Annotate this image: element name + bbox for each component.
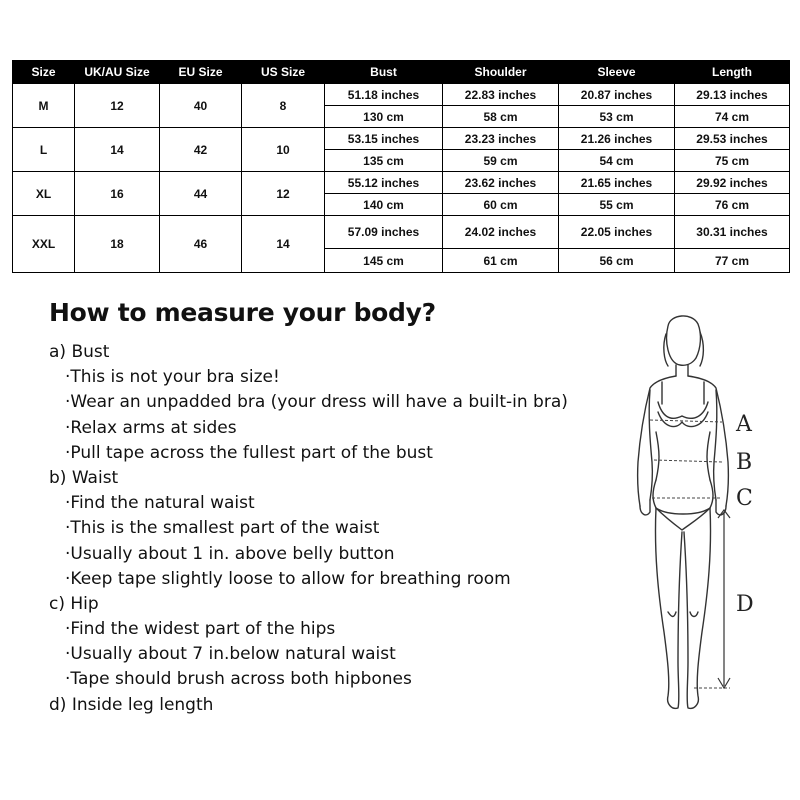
table-header-row bbox=[13, 61, 790, 84]
cell-eu: 44 bbox=[160, 172, 242, 216]
cell-bust-inches: 57.09 inches bbox=[325, 216, 443, 249]
figure-label-b: B bbox=[736, 450, 753, 475]
table-row bbox=[13, 172, 790, 194]
guide-tip: ·Pull tape across the fullest part of the bust bbox=[65, 442, 433, 463]
cell-us: 8 bbox=[242, 84, 325, 128]
figure-label-d: D bbox=[736, 592, 754, 617]
guide-tip: ·Usually about 7 in.below natural waist bbox=[65, 644, 396, 665]
table-body bbox=[13, 84, 790, 273]
cell-length-inches: 30.31 inches bbox=[675, 216, 790, 249]
cell-bust-cm: 145 cm bbox=[325, 249, 443, 273]
cell-sleeve-cm: 54 cm bbox=[559, 150, 675, 172]
header-eu-size: EU Size bbox=[160, 61, 242, 84]
table-row bbox=[13, 216, 790, 249]
guide-tip: ·Find the widest part of the hips bbox=[65, 619, 336, 640]
body-outline-illustration bbox=[610, 312, 780, 722]
figure-label-c: C bbox=[736, 486, 753, 511]
guide-tip: ·Relax arms at sides bbox=[65, 417, 237, 438]
figure-label-a: A bbox=[736, 412, 752, 437]
cell-bust-inches: 53.15 inches bbox=[325, 128, 443, 150]
guide-tip: ·Find the natural waist bbox=[65, 493, 255, 514]
cell-uk-au: 14 bbox=[75, 128, 160, 172]
cell-size: XXL bbox=[13, 216, 75, 273]
cell-shoulder-inches: 23.62 inches bbox=[443, 172, 559, 194]
section-heading-hip: c) Hip bbox=[49, 593, 99, 614]
cell-shoulder-inches: 23.23 inches bbox=[443, 128, 559, 150]
guide-tip: ·Wear an unpadded bra (your dress will have a built-in bra) bbox=[65, 392, 568, 413]
cell-shoulder-cm: 61 cm bbox=[443, 249, 559, 273]
cell-uk-au: 16 bbox=[75, 172, 160, 216]
cell-bust-inches: 51.18 inches bbox=[325, 84, 443, 106]
table-row bbox=[13, 84, 790, 106]
cell-us: 12 bbox=[242, 172, 325, 216]
cell-sleeve-inches: 22.05 inches bbox=[559, 216, 675, 249]
cell-sleeve-cm: 56 cm bbox=[559, 249, 675, 273]
table-row bbox=[13, 128, 790, 150]
cell-size: M bbox=[13, 84, 75, 128]
cell-sleeve-cm: 55 cm bbox=[559, 194, 675, 216]
cell-bust-cm: 135 cm bbox=[325, 150, 443, 172]
guide-tip: ·This is the smallest part of the waist bbox=[65, 518, 380, 539]
cell-length-cm: 75 cm bbox=[675, 150, 790, 172]
guide-tip: ·This is not your bra size! bbox=[65, 367, 280, 388]
header-shoulder: Shoulder bbox=[443, 61, 559, 84]
cell-us: 10 bbox=[242, 128, 325, 172]
section-heading-inside-leg: d) Inside leg length bbox=[49, 694, 214, 715]
cell-sleeve-inches: 20.87 inches bbox=[559, 84, 675, 106]
cell-eu: 40 bbox=[160, 84, 242, 128]
cell-shoulder-cm: 60 cm bbox=[443, 194, 559, 216]
cell-length-inches: 29.53 inches bbox=[675, 128, 790, 150]
cell-eu: 42 bbox=[160, 128, 242, 172]
cell-length-cm: 76 cm bbox=[675, 194, 790, 216]
cell-sleeve-inches: 21.65 inches bbox=[559, 172, 675, 194]
header-bust: Bust bbox=[325, 61, 443, 84]
header-us-size: US Size bbox=[242, 61, 325, 84]
measurement-guide bbox=[49, 340, 568, 718]
section-heading-bust: a) Bust bbox=[49, 342, 110, 362]
header-sleeve: Sleeve bbox=[559, 61, 675, 84]
guide-tip: ·Usually about 1 in. above belly button bbox=[65, 543, 395, 564]
body-measurement-figure bbox=[610, 312, 780, 722]
header-length: Length bbox=[675, 61, 790, 84]
cell-shoulder-inches: 24.02 inches bbox=[443, 216, 559, 249]
cell-bust-cm: 130 cm bbox=[325, 106, 443, 128]
size-chart-table bbox=[12, 60, 790, 273]
cell-length-inches: 29.13 inches bbox=[675, 84, 790, 106]
cell-shoulder-cm: 59 cm bbox=[443, 150, 559, 172]
cell-length-cm: 74 cm bbox=[675, 106, 790, 128]
cell-sleeve-cm: 53 cm bbox=[559, 106, 675, 128]
cell-shoulder-cm: 58 cm bbox=[443, 106, 559, 128]
cell-shoulder-inches: 22.83 inches bbox=[443, 84, 559, 106]
cell-size: XL bbox=[13, 172, 75, 216]
cell-us: 14 bbox=[242, 216, 325, 273]
cell-uk-au: 18 bbox=[75, 216, 160, 273]
section-heading-waist: b) Waist bbox=[49, 467, 119, 488]
cell-bust-cm: 140 cm bbox=[325, 194, 443, 216]
cell-uk-au: 12 bbox=[75, 84, 160, 128]
cell-eu: 46 bbox=[160, 216, 242, 273]
cell-length-inches: 29.92 inches bbox=[675, 172, 790, 194]
guide-tip: ·Tape should brush across both hipbones bbox=[65, 669, 412, 690]
cell-length-cm: 77 cm bbox=[675, 249, 790, 273]
header-size: Size bbox=[13, 61, 75, 84]
guide-tip: ·Keep tape slightly loose to allow for breathing room bbox=[65, 568, 511, 589]
header-uk-au-size: UK/AU Size bbox=[75, 61, 160, 84]
cell-bust-inches: 55.12 inches bbox=[325, 172, 443, 194]
cell-size: L bbox=[13, 128, 75, 172]
cell-sleeve-inches: 21.26 inches bbox=[559, 128, 675, 150]
guide-title: How to measure your body? bbox=[49, 298, 436, 327]
